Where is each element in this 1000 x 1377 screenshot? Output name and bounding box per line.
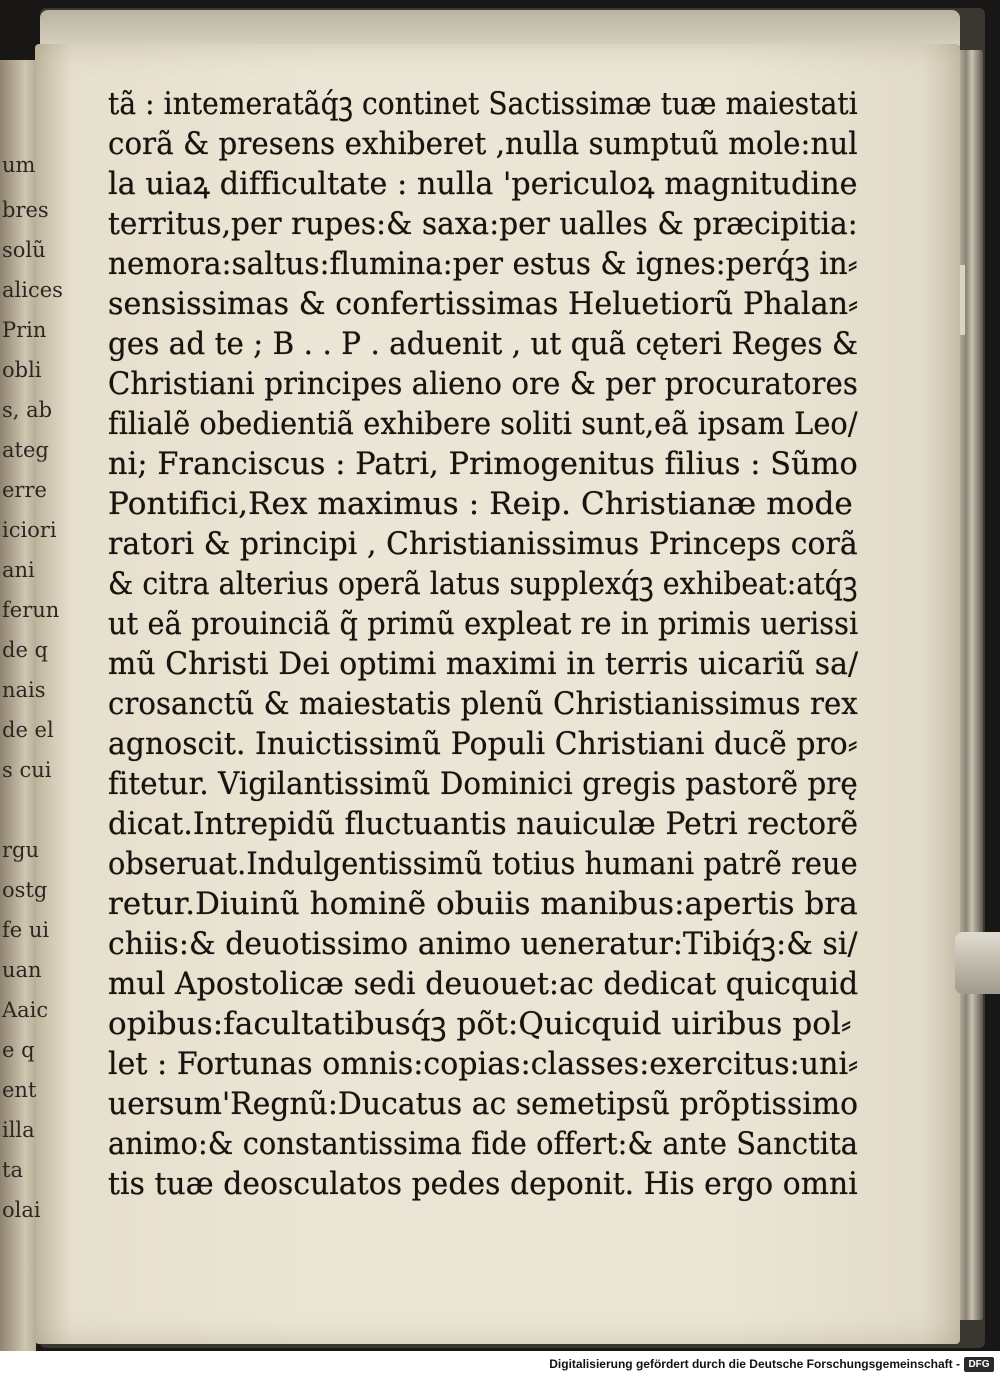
margin-fragment: s cui <box>2 758 52 782</box>
margin-fragment: s, ab <box>2 398 53 422</box>
margin-fragment: uan <box>2 958 42 982</box>
text-line: uersum'Regnũ:Ducatus ac semetipsũ prõptissimo <box>108 1086 859 1122</box>
margin-fragment: Prin <box>2 318 47 342</box>
footer-bar <box>0 1351 1000 1377</box>
text-line: opibus:facultatibusq́ꝫ põt:Quicquid uiribus pol⸗ <box>108 1006 852 1042</box>
text-line: crosanctũ & maiestatis plenũ Christianissimus rex <box>108 686 858 722</box>
text-line: tã : intemeratãq́ꝫ continet Sactissimæ tuæ maiestati <box>108 86 858 122</box>
margin-fragment: iciori <box>2 518 57 542</box>
text-line: Pontifici,Rex maximus : Reip. Christianæ mode <box>108 486 853 522</box>
margin-fragment: obli <box>2 358 42 382</box>
text-line: corã & presens exhiberet ,nulla sumptuũ mole:nul <box>108 126 858 162</box>
text-line: filialẽ obedientiã exhibere soliti sunt,eã ipsam Leo/ <box>108 406 858 442</box>
footer-credit: Digitalisierung gefördert durch die Deutsche Forschungsgemeinschaft - <box>549 1357 960 1371</box>
margin-fragment: ani <box>2 558 35 582</box>
text-line: nemora:saltus:flumina:per estus & ignes:perq́ꝫ in⸗ <box>108 246 858 282</box>
margin-fragment: um <box>2 153 36 177</box>
margin-fragment: Aaic <box>2 998 49 1022</box>
margin-fragment: ostg <box>2 878 48 902</box>
text-line: mũ Christi Dei optimi maximi in terris uicariũ sa/ <box>108 646 859 682</box>
text-line: obseruat.Indulgentissimũ totius humani patrẽ reue <box>108 846 858 882</box>
text-line: la uiaꝝ difficultate : nulla 'periculoꝝ magnitudine <box>108 166 858 202</box>
text-line: ges ad te ; B . . P . aduenit , ut quã cęteri Reges & <box>108 326 859 362</box>
text-line: let : Fortunas omnis:copias:classes:exercitus:uni⸗ <box>108 1046 859 1082</box>
text-line: dicat.Intrepidũ fluctuantis nauiculæ Petri rectorẽ <box>108 806 859 842</box>
margin-fragment: de q <box>2 638 48 662</box>
text-line: ratori & principi , Christianissimus Princeps corã <box>108 526 858 562</box>
previous-page-margin <box>0 60 63 1360</box>
margin-fragment: olai <box>2 1198 41 1222</box>
text-line: animo:& constantissima fide offert:& ante Sanctita <box>108 1126 858 1162</box>
text-line: ut eã prouinciã q̃ primũ expleat re in primis uerissi <box>108 606 859 642</box>
margin-fragment: ent <box>2 1078 37 1102</box>
dfg-logo: DFG <box>964 1357 994 1372</box>
margin-fragment: ateg <box>2 438 49 462</box>
text-line: & citra alterius operã latus supplexq́ꝫ exhibeat:atq́ꝫ <box>108 566 858 602</box>
page-text <box>108 84 858 1204</box>
text-line: fitetur. Vigilantissimũ Dominici gregis pastorẽ prę <box>108 766 858 802</box>
margin-fragment: illa <box>2 1118 35 1142</box>
margin-fragment: de el <box>2 718 54 742</box>
text-line: agnoscit. Inuictissimũ Populi Christiani ducẽ pro⸗ <box>108 726 858 762</box>
margin-fragment: erre <box>2 478 47 502</box>
page-top-edge <box>40 10 960 46</box>
margin-fragment: solũ <box>2 238 46 262</box>
margin-fragment: e q <box>2 1038 35 1062</box>
text-line: territus,per rupes:& saxa:per ualles & præcipitia: <box>108 206 858 242</box>
margin-fragment: ta <box>2 1158 23 1182</box>
margin-fragment: fe ui <box>2 918 50 942</box>
text-line: retur.Diuinũ hominẽ obuiis manibus:apertis bra <box>108 886 858 922</box>
text-line: mul Apostolicæ sedi deuouet:ac dedicat quicquid <box>108 966 859 1002</box>
text-line: tis tuæ deosculatos pedes deponit. His ergo omni <box>108 1166 858 1202</box>
margin-fragment: nais <box>2 678 46 702</box>
text-line: sensissimas & confertissimas Heluetiorũ Phalan⸗ <box>108 286 859 322</box>
text-line: Christiani principes alieno ore & per procuratores <box>108 366 858 402</box>
book-clasp-tab <box>955 932 1000 994</box>
text-line: chiis:& deuotissimo animo ueneratur:Tibiq́ꝫ:& si/ <box>108 926 858 962</box>
margin-fragment: bres <box>2 198 49 222</box>
margin-fragment: ferun <box>2 598 60 622</box>
margin-fragment: alices <box>2 278 63 302</box>
margin-fragment: rgu <box>2 838 40 862</box>
text-line: ni; Franciscus : Patri, Primogenitus filius : Sũmo <box>108 446 858 482</box>
